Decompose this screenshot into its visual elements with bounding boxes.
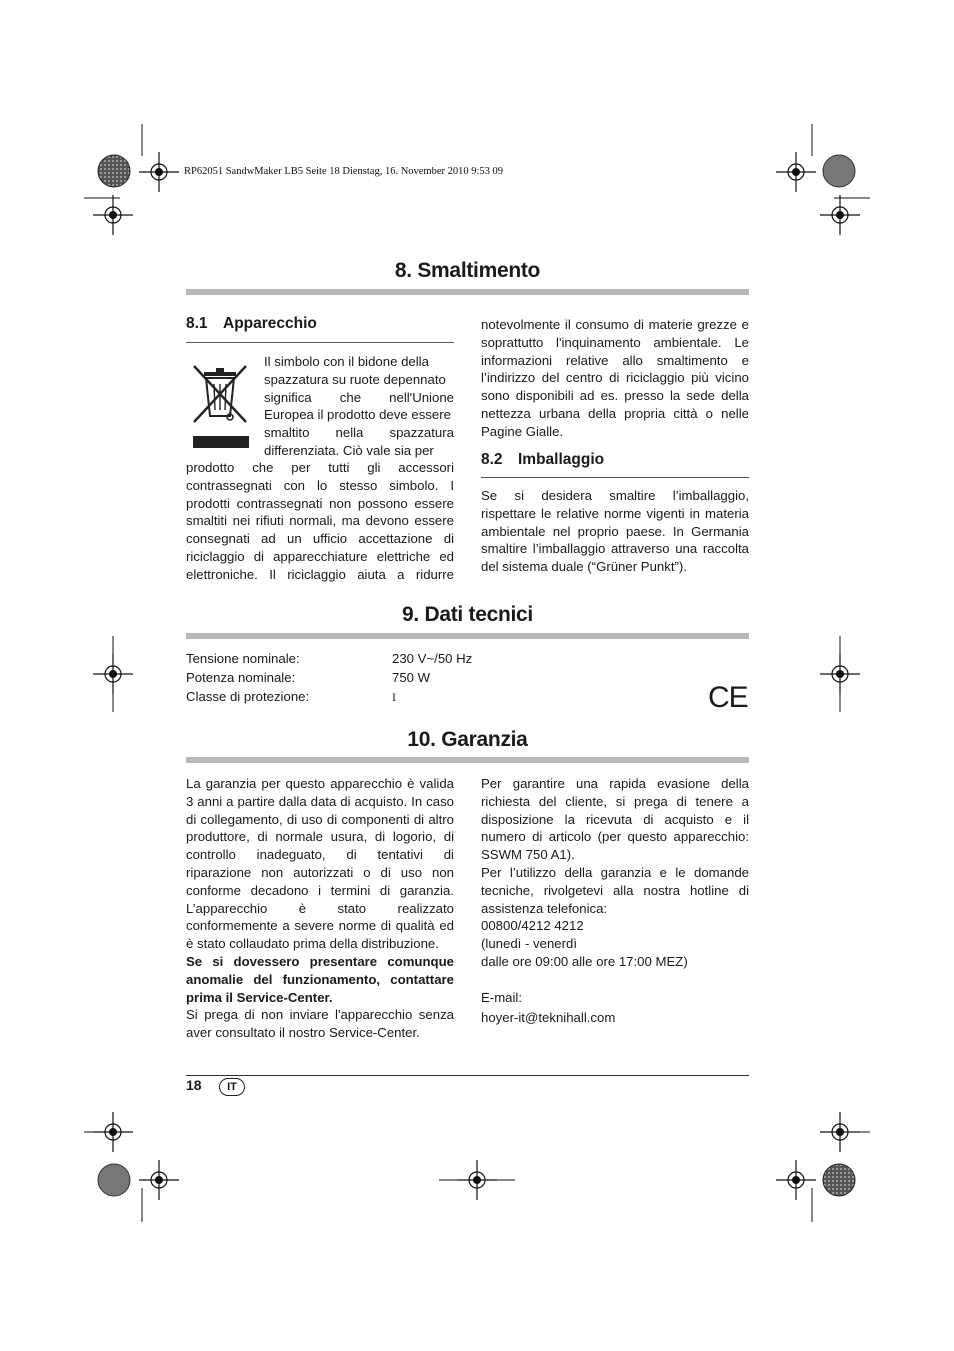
text-line: significa che nell'Unione bbox=[264, 389, 454, 405]
page-number: 18 bbox=[186, 1077, 202, 1093]
hotline-days: (lunedì - venerdì bbox=[481, 936, 578, 952]
ce-mark: CE bbox=[708, 681, 748, 714]
footer-rule bbox=[186, 1075, 749, 1076]
email-address: hoyer-it@teknihall.com bbox=[481, 1010, 616, 1026]
apparecchio-text-continuation: notevolmente il consumo di materie grezze e soprattutto l'inquinamento ambientale. Le informazioni relative allo smaltimento e l’indirizzo del centro di riciclaggio più vicino sono disponibili ad es. presso la sede della nettezza urbana della propria città o nelle Pagine Gialle. bbox=[481, 317, 749, 439]
garanzia-end-note: Si prega di non inviare l'apparecchio senza aver consultato il nostro Service-Center. bbox=[186, 1007, 454, 1041]
garanzia-text: La garanzia per questo apparecchio è valida 3 anni a partire dalla data di acquisto. In caso di collegamento, di uso di componenti di altro produttore, di normale usura, di logorio, di controllo inadeguato, di tentativi di riparazione non autorizzati o di uso non conforme decadono i termini di garanzia. L’apparecchio è stato realizzato conformemente a severe norme di qualità ed è stato collaudato prima della distribuzione. bbox=[186, 776, 454, 952]
text-line: Il simbolo con il bidone della bbox=[264, 354, 429, 369]
heading-text: Apparecchio bbox=[223, 315, 317, 332]
heading-number: 8.1 bbox=[186, 315, 208, 332]
text-line: differenziata. Ciò vale sia per bbox=[264, 442, 434, 458]
heading-rule bbox=[186, 342, 454, 343]
garanzia-hotline-text: Per l’utilizzo della garanzia e le domande tecniche, rivolgetevi alla nostra hotline di assistenza telefonica: bbox=[481, 864, 749, 916]
spec-value: 230 V~/50 Hz bbox=[392, 651, 473, 666]
section-bar bbox=[186, 757, 749, 763]
spec-value: I bbox=[392, 690, 396, 704]
heading-text: Imballaggio bbox=[518, 451, 605, 468]
spec-label: Tensione nominale: bbox=[186, 651, 300, 666]
hotline-phone: 00800/4212 4212 bbox=[481, 918, 584, 934]
hotline-hours: dalle ore 09:00 alle ore 17:00 MEZ) bbox=[481, 953, 688, 969]
section-title-garanzia: 10. Garanzia bbox=[407, 728, 528, 751]
section-bar bbox=[186, 289, 749, 295]
language-badge: IT bbox=[219, 1078, 245, 1096]
apparecchio-text-top bbox=[264, 353, 454, 460]
garanzia-right-column bbox=[481, 775, 749, 1027]
section-title-smaltimento: 8. Smaltimento bbox=[394, 259, 541, 282]
garanzia-bold-note: Se si dovessero presentare comunque anomalie del funzionamento, contattare prima il Service-Center. bbox=[186, 953, 454, 1005]
spec-label: Potenza nominale: bbox=[186, 670, 296, 685]
spec-label: Classe di protezione: bbox=[186, 689, 310, 704]
print-slug: RP62051 SandwMaker LB5 Seite 18 Dienstag, 16. November 2010 9:53 09 bbox=[184, 166, 504, 177]
garanzia-request-text: Per garantire una rapida evasione della richiesta del cliente, si prega di tenere a disposizione la ricevuta di acquisto e il numero di articolo (per questo apparecchio: SSWM 750 A1). bbox=[481, 776, 749, 863]
spec-value: 750 W bbox=[392, 670, 431, 685]
heading-imballaggio bbox=[481, 451, 604, 469]
text-line: smaltito nella spazzatura bbox=[264, 425, 454, 441]
imballaggio-text: Se si desidera smaltire l’imballaggio, rispettare le relative norme vigenti in materia ambientale nel proprio paese. In Germania smaltire l’imballaggio attraverso una raccolta del sistema duale (“Grüner Punkt”). bbox=[481, 488, 749, 575]
section-title-dati-tecnici: 9. Dati tecnici bbox=[402, 603, 533, 626]
garanzia-left-column bbox=[186, 775, 454, 1042]
section-bar bbox=[186, 633, 749, 639]
spacer bbox=[481, 971, 749, 989]
heading-rule bbox=[481, 477, 749, 478]
text-line: Europea il prodotto deve essere bbox=[264, 407, 451, 423]
apparecchio-text-bottom: prodotto che per tutti gli accessori contrassegnati con lo stesso simbolo. I prodotti contrassegnati non possono essere smaltiti nei rifiuti normali, ma devono essere consegnati ad un ufficio accettazione di riciclaggio di apparecchiature elettriche ed elettroniche. Il riciclaggio aiuta a ridurre bbox=[186, 460, 454, 582]
email-label: E-mail: bbox=[481, 989, 523, 1005]
heading-number: 8.2 bbox=[481, 451, 503, 468]
text-line: spazzatura su ruote depennato bbox=[264, 371, 446, 387]
crossed-out-wheelie-bin-icon bbox=[190, 362, 250, 452]
heading-apparecchio bbox=[186, 315, 317, 333]
